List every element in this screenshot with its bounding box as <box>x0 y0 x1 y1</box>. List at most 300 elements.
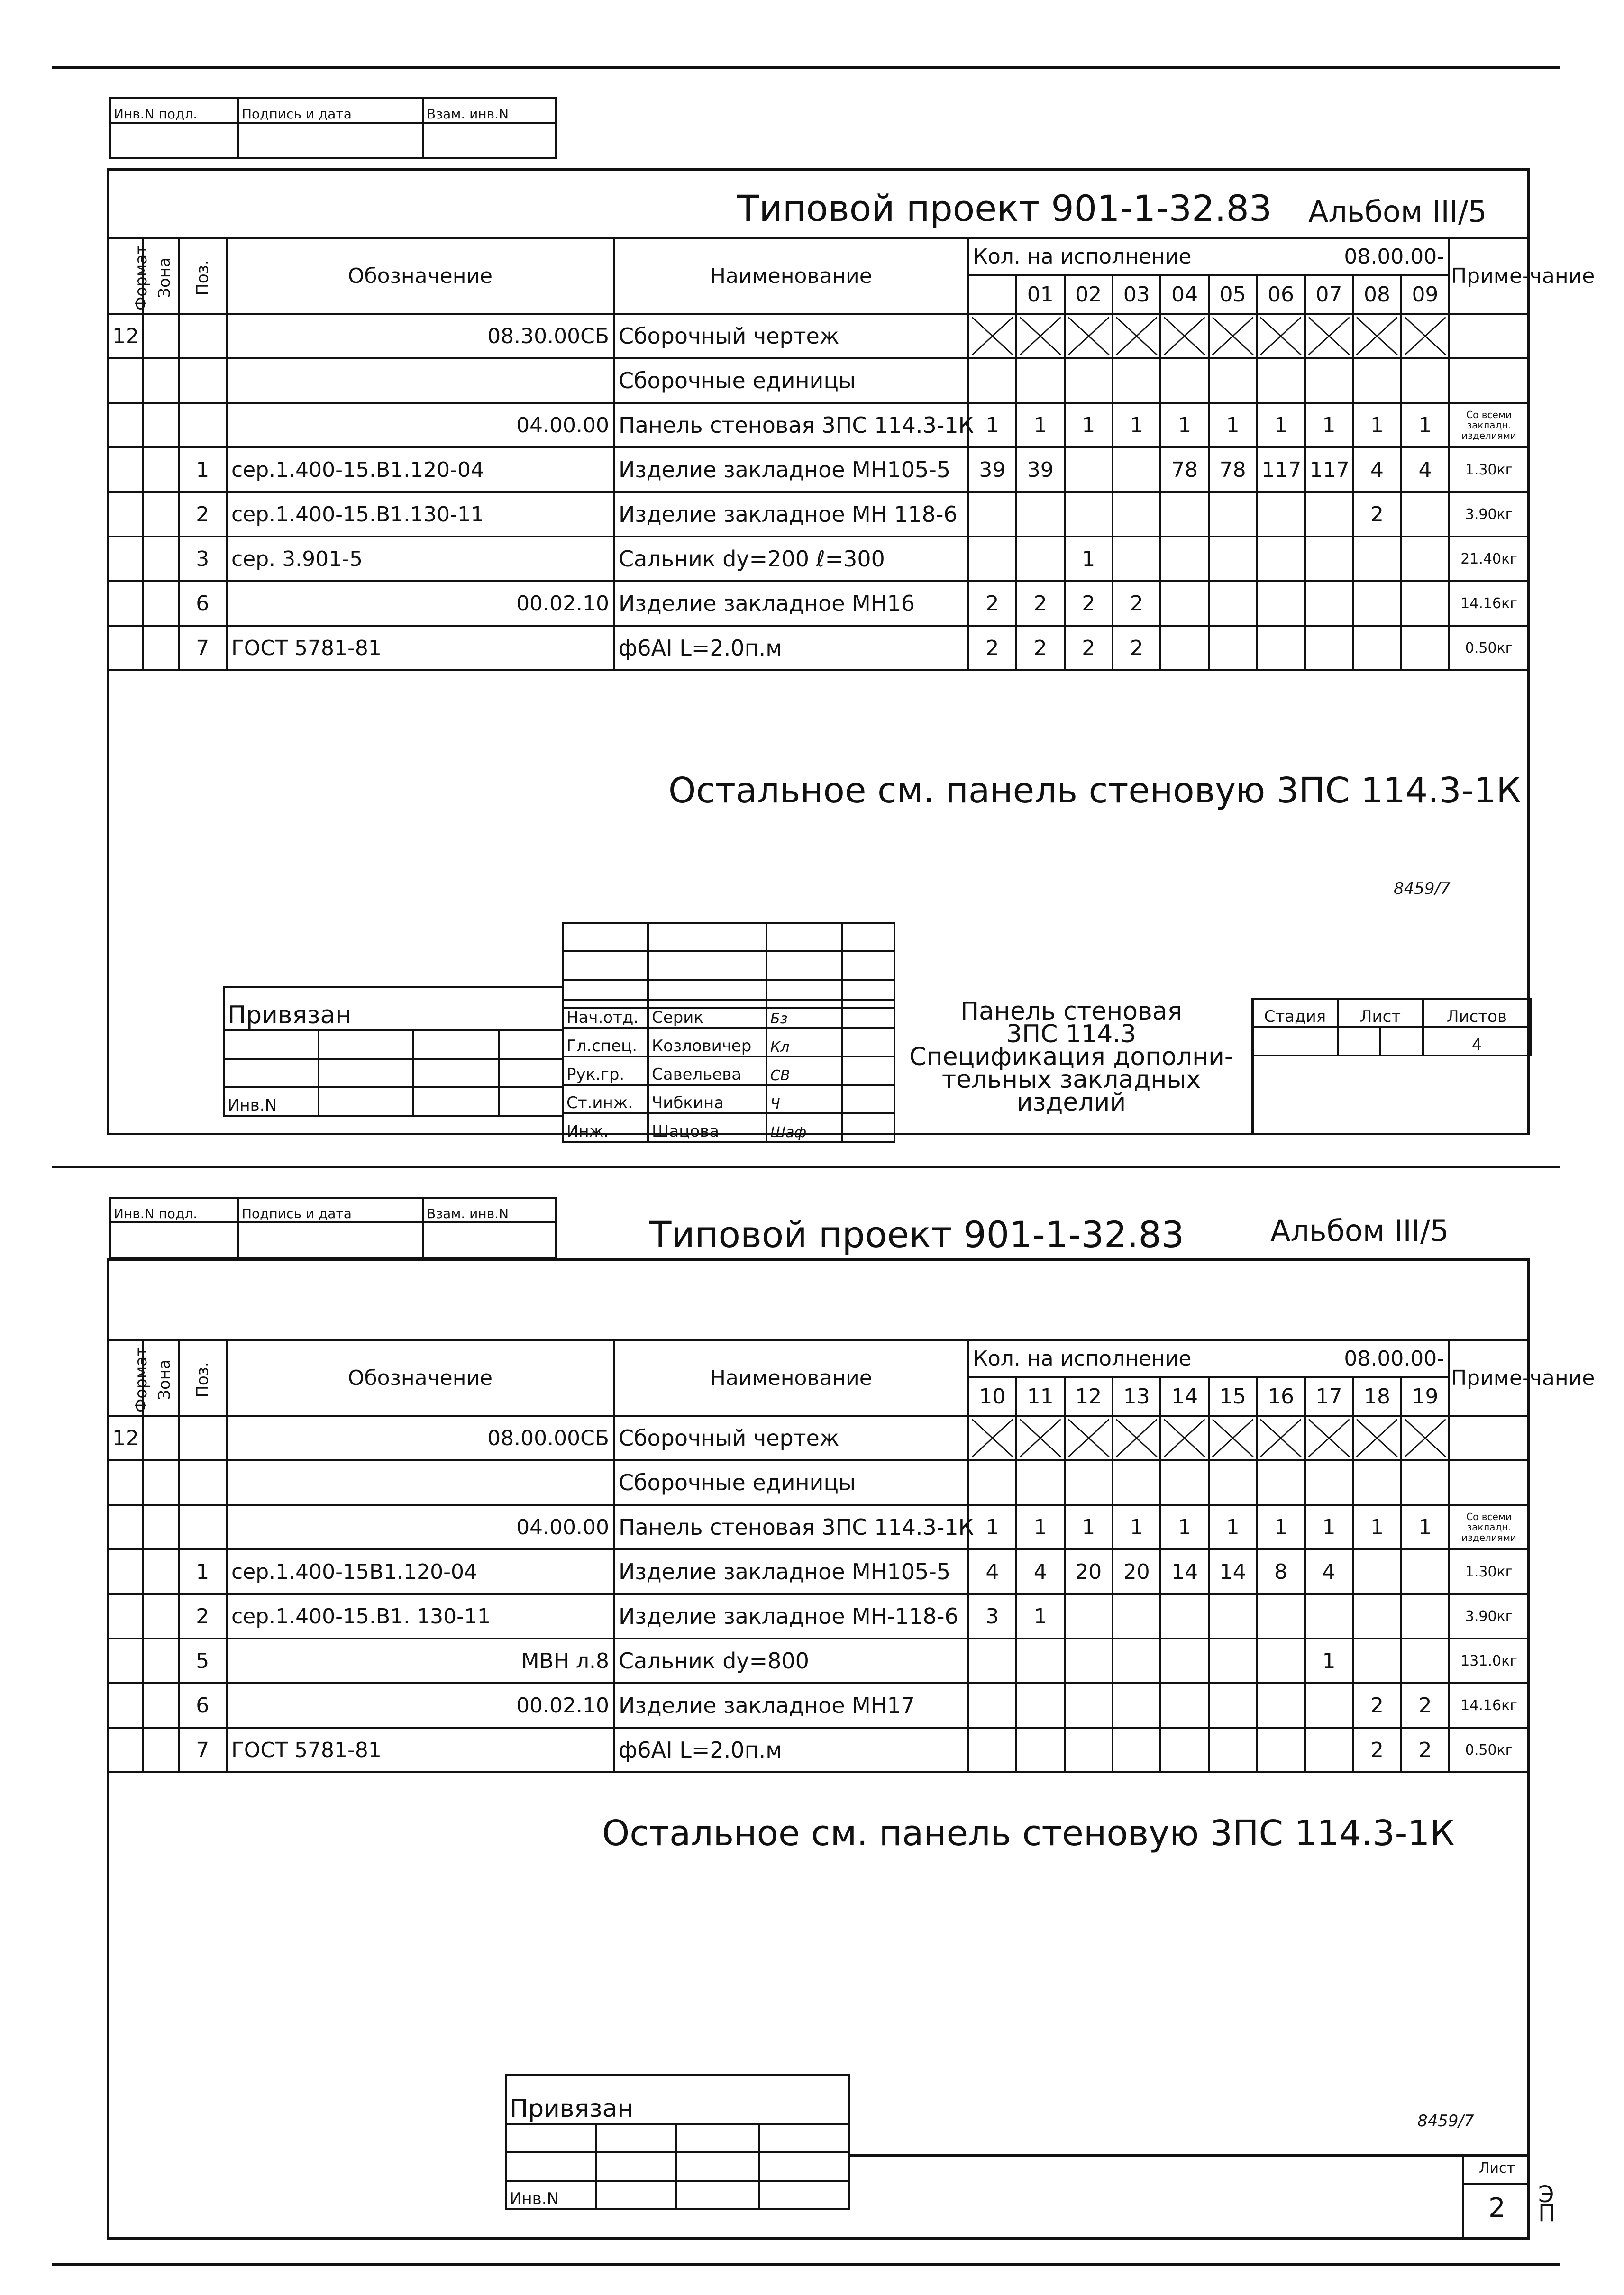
qty-cell <box>1113 1728 1160 1772</box>
qty-cell: 1 <box>1065 1505 1113 1549</box>
qty-cell: 1 <box>1401 1505 1449 1549</box>
qty-cell <box>1065 447 1113 492</box>
spec-row <box>108 1683 1529 1728</box>
qty-cell <box>1209 1594 1257 1639</box>
name-cell: ф6АI L=2.0п.м <box>614 626 968 670</box>
qty-cell <box>1016 358 1064 403</box>
zone-cell <box>143 1639 179 1683</box>
qty-cell <box>1305 1460 1353 1505</box>
qty-cell: 1 <box>1160 1505 1208 1549</box>
variant-header: 06 <box>1257 275 1305 314</box>
qty-cell <box>968 1728 1016 1772</box>
format-cell <box>108 447 143 492</box>
date-cell <box>842 1113 894 1142</box>
sheet2-approval-stamp <box>109 1197 557 1258</box>
qty-cell <box>1401 492 1449 537</box>
cross-mark-cell <box>1257 314 1305 358</box>
cross-mark-cell <box>1353 314 1401 358</box>
qty-cell <box>1160 1460 1208 1505</box>
zone-cell <box>143 1460 179 1505</box>
variant-header: 12 <box>1065 1377 1113 1416</box>
qty-cell <box>1160 1683 1208 1728</box>
format-cell <box>108 1728 143 1772</box>
zone-cell <box>143 1416 179 1460</box>
qty-cell: 1 <box>968 403 1016 447</box>
format-cell <box>108 1683 143 1728</box>
sheet1-document-title: Панель стеновая 3ПС 114.3 Спецификация дополни- тельных закладных изделий <box>909 997 1233 1117</box>
designation-cell <box>227 358 614 403</box>
qty-cell <box>1016 1728 1064 1772</box>
pos-cell: 3 <box>179 537 227 581</box>
qty-cell <box>1257 1594 1305 1639</box>
variant-header: 16 <box>1257 1377 1305 1416</box>
name-cell: Изделие закладное МН 118-6 <box>614 492 968 537</box>
signer-name-cell: Шацова <box>648 1113 766 1142</box>
list-label: Лист <box>1338 999 1423 1027</box>
note-cell: 14.16кг <box>1449 581 1529 626</box>
note-cell: 0.50кг <box>1449 1728 1529 1772</box>
zone-cell <box>143 1683 179 1728</box>
note-cell: 0.50кг <box>1449 626 1529 670</box>
qty-cell <box>1065 1683 1113 1728</box>
qty-cell <box>1160 537 1208 581</box>
role-cell: Гл.спец. <box>563 1028 648 1056</box>
qty-cell: 8 <box>1257 1549 1305 1594</box>
role-cell: Рук.гр. <box>563 1056 648 1085</box>
qty-cell <box>1209 581 1257 626</box>
variant-header: 03 <box>1113 275 1160 314</box>
cross-mark-cell <box>1209 1416 1257 1460</box>
variant-header: 19 <box>1401 1377 1449 1416</box>
qty-cell <box>1401 358 1449 403</box>
qty-cell <box>1160 581 1208 626</box>
format-cell <box>108 1594 143 1639</box>
signer-name-cell: Савельева <box>648 1056 766 1085</box>
qty-cell: 1 <box>1016 1594 1064 1639</box>
qty-cell <box>1401 581 1449 626</box>
list-value: 2 <box>1488 2193 1505 2223</box>
qty-cell <box>1257 1460 1305 1505</box>
qty-cell <box>1160 492 1208 537</box>
signature-row <box>563 1085 894 1113</box>
note-cell <box>1449 1416 1529 1460</box>
qty-cell <box>1257 626 1305 670</box>
role-cell: Нач.отд. <box>563 1000 648 1028</box>
variant-header: 18 <box>1353 1377 1401 1416</box>
zone-cell <box>143 358 179 403</box>
qty-cell <box>1305 626 1353 670</box>
note-cell <box>1449 1460 1529 1505</box>
qty-cell: 1 <box>1305 1505 1353 1549</box>
signature-cell: Ч <box>766 1085 842 1113</box>
bottom-trim-line <box>52 2263 1560 2266</box>
cross-mark-cell <box>1353 1416 1401 1460</box>
zone-cell <box>143 314 179 358</box>
qty-cell: 1 <box>1209 1505 1257 1549</box>
qty-cell <box>1065 1460 1113 1505</box>
qty-cell: 3 <box>968 1594 1016 1639</box>
name-cell: Сборочные единицы <box>614 1460 968 1505</box>
variant-header: 07 <box>1305 275 1353 314</box>
date-cell <box>842 1056 894 1085</box>
qty-cell <box>1113 1683 1160 1728</box>
qty-cell <box>1353 1594 1401 1639</box>
pos-cell <box>179 314 227 358</box>
inv-podl-label: Инв.N подл. <box>110 1198 238 1222</box>
name-cell: Изделие закладное МН16 <box>614 581 968 626</box>
qty-cell <box>1305 581 1353 626</box>
inv-podl-label: Инв.N подл. <box>110 98 238 123</box>
sheet2-list-box <box>1462 2154 1530 2240</box>
note-cell: 1.30кг <box>1449 447 1529 492</box>
pos-cell: 6 <box>179 581 227 626</box>
qty-cell: 1 <box>1353 1505 1401 1549</box>
format-cell <box>108 581 143 626</box>
sheet-divider-line <box>52 1166 1560 1168</box>
format-cell <box>108 1549 143 1594</box>
variant-header: 04 <box>1160 275 1208 314</box>
variant-header: 08 <box>1353 275 1401 314</box>
cross-mark-cell <box>1401 1416 1449 1460</box>
zone-cell <box>143 1549 179 1594</box>
qty-cell: 2 <box>1113 581 1160 626</box>
name-cell: ф6АI L=2.0п.м <box>614 1728 968 1772</box>
qty-cell: 1 <box>968 1505 1016 1549</box>
qty-cell: 2 <box>1065 581 1113 626</box>
format-cell <box>108 1505 143 1549</box>
qty-cell <box>1113 1594 1160 1639</box>
qty-cell <box>1160 1639 1208 1683</box>
qty-cell: 2 <box>1353 1728 1401 1772</box>
privyazan-label: Привязан <box>506 2075 849 2124</box>
designation-cell: МВН л.8 <box>227 1639 614 1683</box>
qty-cell: 1 <box>1257 403 1305 447</box>
note-header: Приме-чание <box>1449 1340 1529 1416</box>
qty-cell: 1 <box>1305 1639 1353 1683</box>
qty-cell: 1 <box>1257 1505 1305 1549</box>
qty-cell: 4 <box>968 1549 1016 1594</box>
note-cell: 3.90кг <box>1449 492 1529 537</box>
qty-cell <box>968 1639 1016 1683</box>
format-cell <box>108 492 143 537</box>
qty-cell: 117 <box>1257 447 1305 492</box>
qty-cell <box>1209 1728 1257 1772</box>
inv-n-label: Инв.N <box>224 1087 319 1116</box>
kol-header: Кол. на исполнение 08.00.00- <box>968 1340 1450 1377</box>
cross-mark-cell <box>1016 1416 1064 1460</box>
qty-cell <box>1353 358 1401 403</box>
sheet2-project-title: Типовой проект 901-1-32.83 <box>649 1213 1185 1256</box>
qty-cell: 78 <box>1160 447 1208 492</box>
privyazan-label: Привязан <box>224 987 563 1030</box>
note-header: Приме-чание <box>1449 238 1529 314</box>
qty-cell: 2 <box>1401 1683 1449 1728</box>
pos-header: Поз. <box>179 1340 227 1416</box>
variant-header: 14 <box>1160 1377 1208 1416</box>
designation-cell: 04.00.00 <box>227 403 614 447</box>
sheet1-album-label: Альбом III/5 <box>1308 194 1487 229</box>
qty-cell: 1 <box>1209 403 1257 447</box>
qty-cell <box>1305 1683 1353 1728</box>
format-cell: 12 <box>108 1416 143 1460</box>
qty-cell <box>1257 1639 1305 1683</box>
zone-cell <box>143 1594 179 1639</box>
sheet2-edge-mark: Э П <box>1538 2181 1556 2227</box>
format-header: Формат <box>108 1340 143 1416</box>
variant-header: 15 <box>1209 1377 1257 1416</box>
format-cell <box>108 626 143 670</box>
variant-header: 05 <box>1209 275 1257 314</box>
qty-cell <box>1016 1639 1064 1683</box>
sheet1-privyazan-block <box>223 986 564 1117</box>
qty-cell <box>968 1683 1016 1728</box>
spec-row <box>108 1594 1529 1639</box>
qty-cell <box>1401 1594 1449 1639</box>
signature-row <box>563 1056 894 1085</box>
note-cell: 1.30кг <box>1449 1549 1529 1594</box>
sheet1-spec-table <box>107 237 1595 671</box>
qty-cell: 14 <box>1209 1549 1257 1594</box>
sheet2-album-label: Альбом III/5 <box>1270 1213 1449 1248</box>
pos-cell <box>179 403 227 447</box>
pos-cell: 5 <box>179 1639 227 1683</box>
qty-cell: 2 <box>1353 492 1401 537</box>
name-cell: Сборочный чертеж <box>614 1416 968 1460</box>
pos-cell: 1 <box>179 1549 227 1594</box>
qty-cell <box>1401 1639 1449 1683</box>
qty-cell <box>1209 1683 1257 1728</box>
name-cell: Изделие закладное МН17 <box>614 1683 968 1728</box>
signer-name-cell: Козловичер <box>648 1028 766 1056</box>
qty-cell <box>1353 1460 1401 1505</box>
spec-row <box>108 1549 1529 1594</box>
spec-row <box>108 1416 1529 1460</box>
designation-cell: сер.1.400-15.В1.130-11 <box>227 492 614 537</box>
qty-cell: 1 <box>1065 403 1113 447</box>
zone-cell <box>143 581 179 626</box>
signer-name-cell: Чибкина <box>648 1085 766 1113</box>
qty-cell: 1 <box>1016 403 1064 447</box>
designation-cell: 00.02.10 <box>227 1683 614 1728</box>
cross-mark-cell <box>1016 314 1064 358</box>
zone-cell <box>143 403 179 447</box>
vzam-inv-label: Взам. инв.N <box>423 1198 556 1222</box>
qty-cell: 78 <box>1209 447 1257 492</box>
designation-cell: 00.02.10 <box>227 581 614 626</box>
podpis-data-label: Подпись и дата <box>238 1198 423 1222</box>
cross-mark-cell <box>1401 314 1449 358</box>
cross-mark-cell <box>1257 1416 1305 1460</box>
variant-header <box>968 275 1016 314</box>
qty-cell <box>1401 1460 1449 1505</box>
name-cell: Изделие закладное МН-118-6 <box>614 1594 968 1639</box>
sheet1-signature-grid <box>562 922 895 1009</box>
qty-cell <box>1113 537 1160 581</box>
pos-cell <box>179 358 227 403</box>
spec-row <box>108 1639 1529 1683</box>
qty-cell <box>1113 447 1160 492</box>
qty-cell <box>1353 626 1401 670</box>
qty-cell <box>1113 492 1160 537</box>
date-cell <box>842 1085 894 1113</box>
format-cell <box>108 1639 143 1683</box>
listov-value: 4 <box>1423 1027 1531 1056</box>
qty-cell <box>1401 1549 1449 1594</box>
qty-cell <box>1257 1728 1305 1772</box>
signature-cell: Бз <box>766 1000 842 1028</box>
signature-row <box>563 1113 894 1142</box>
zone-cell <box>143 492 179 537</box>
qty-cell: 14 <box>1160 1549 1208 1594</box>
name-cell: Изделие закладное МН105-5 <box>614 447 968 492</box>
variant-header: 02 <box>1065 275 1113 314</box>
spec-row <box>108 1728 1529 1772</box>
qty-cell <box>1065 1639 1113 1683</box>
qty-cell <box>1209 1460 1257 1505</box>
qty-cell: 1 <box>1401 403 1449 447</box>
qty-cell <box>968 358 1016 403</box>
pos-cell <box>179 1505 227 1549</box>
qty-cell <box>1209 626 1257 670</box>
list-label: Лист <box>1464 2154 1530 2185</box>
sheet1-project-title: Типовой проект 901-1-32.83 <box>737 187 1272 229</box>
qty-cell <box>1016 492 1064 537</box>
cross-mark-cell <box>1065 1416 1113 1460</box>
designation-cell: сер. 3.901-5 <box>227 537 614 581</box>
name-cell: Сальник dу=800 <box>614 1639 968 1683</box>
qty-cell: 20 <box>1113 1549 1160 1594</box>
qty-cell <box>1305 1728 1353 1772</box>
spec-row <box>108 447 1529 492</box>
qty-cell: 117 <box>1305 447 1353 492</box>
qty-cell <box>1065 1728 1113 1772</box>
qty-cell: 2 <box>1016 626 1064 670</box>
tb-line <box>848 2154 1530 2157</box>
cross-mark-cell <box>1305 314 1353 358</box>
sheet2-drawing-code: 8459/7 <box>1417 2112 1474 2131</box>
sheet1-approval-stamp <box>109 97 557 159</box>
qty-cell <box>1113 358 1160 403</box>
spec-row <box>108 1505 1529 1549</box>
pos-cell: 7 <box>179 626 227 670</box>
note-cell: Со всеми закладн. изделиями <box>1449 403 1529 447</box>
cross-mark-cell <box>1113 314 1160 358</box>
qty-cell: 1 <box>1065 537 1113 581</box>
variant-header: 17 <box>1305 1377 1353 1416</box>
spec-row <box>108 492 1529 537</box>
sheet1-stadia-block <box>1251 998 1532 1056</box>
qty-cell <box>1160 358 1208 403</box>
designation-cell: сер.1.400-15.В1.120-04 <box>227 447 614 492</box>
sheet1-drawing-code: 8459/7 <box>1394 879 1451 898</box>
qty-cell: 1 <box>1113 1505 1160 1549</box>
qty-cell <box>1257 1683 1305 1728</box>
cross-mark-cell <box>1160 314 1208 358</box>
qty-cell <box>1113 1639 1160 1683</box>
stadia-label: Стадия <box>1252 999 1338 1027</box>
qty-cell <box>1160 1594 1208 1639</box>
signature-cell: СВ <box>766 1056 842 1085</box>
qty-cell: 4 <box>1401 447 1449 492</box>
qty-cell <box>1209 358 1257 403</box>
qty-cell <box>1353 1549 1401 1594</box>
designation-cell: сер.1.400-15.В1. 130-11 <box>227 1594 614 1639</box>
qty-cell: 1 <box>1353 403 1401 447</box>
qty-cell <box>1401 626 1449 670</box>
spec-row <box>108 403 1529 447</box>
qty-cell: 4 <box>1016 1549 1064 1594</box>
qty-cell <box>1065 358 1113 403</box>
qty-cell: 39 <box>1016 447 1064 492</box>
qty-cell: 1 <box>1160 403 1208 447</box>
zone-cell <box>143 447 179 492</box>
qty-cell <box>968 492 1016 537</box>
spec-row <box>108 358 1529 403</box>
qty-cell: 2 <box>1016 581 1064 626</box>
sheet1-roles-table <box>562 999 895 1143</box>
name-header: Наименование <box>614 1340 968 1416</box>
note-cell: 14.16кг <box>1449 1683 1529 1728</box>
designation-header: Обозначение <box>227 1340 614 1416</box>
pos-cell: 2 <box>179 492 227 537</box>
qty-cell <box>968 1460 1016 1505</box>
name-cell: Сборочный чертеж <box>614 314 968 358</box>
spec-row <box>108 626 1529 670</box>
top-trim-line <box>52 66 1560 69</box>
qty-cell <box>1257 492 1305 537</box>
note-cell: 3.90кг <box>1449 1594 1529 1639</box>
qty-cell <box>1113 1460 1160 1505</box>
name-cell: Сборочные единицы <box>614 358 968 403</box>
qty-cell: 2 <box>1065 626 1113 670</box>
qty-cell <box>1305 1594 1353 1639</box>
name-header: Наименование <box>614 238 968 314</box>
cross-mark-cell <box>1113 1416 1160 1460</box>
qty-cell: 4 <box>1305 1549 1353 1594</box>
qty-cell <box>1016 537 1064 581</box>
vzam-inv-label: Взам. инв.N <box>423 98 556 123</box>
note-cell: Со всеми закладн. изделиями <box>1449 1505 1529 1549</box>
variant-header: 09 <box>1401 275 1449 314</box>
qty-cell: 20 <box>1065 1549 1113 1594</box>
signer-name-cell: Серик <box>648 1000 766 1028</box>
qty-cell <box>1160 626 1208 670</box>
qty-cell <box>1209 1639 1257 1683</box>
cross-mark-cell <box>968 314 1016 358</box>
zone-header: Зона <box>143 1340 179 1416</box>
qty-cell <box>1160 1728 1208 1772</box>
qty-cell: 2 <box>968 581 1016 626</box>
format-cell: 12 <box>108 314 143 358</box>
note-cell <box>1449 358 1529 403</box>
qty-cell: 1 <box>1305 403 1353 447</box>
designation-cell: 04.00.00 <box>227 1505 614 1549</box>
format-cell <box>108 403 143 447</box>
designation-cell: сер.1.400-15В1.120-04 <box>227 1549 614 1594</box>
zone-cell <box>143 626 179 670</box>
cross-mark-cell <box>1209 314 1257 358</box>
designation-cell <box>227 1460 614 1505</box>
qty-cell <box>968 537 1016 581</box>
zone-header: Зона <box>143 238 179 314</box>
qty-cell: 4 <box>1353 447 1401 492</box>
pos-cell: 6 <box>179 1683 227 1728</box>
name-cell: Изделие закладное МН105-5 <box>614 1549 968 1594</box>
format-header: Формат <box>108 238 143 314</box>
spec-row <box>108 314 1529 358</box>
pos-cell: 2 <box>179 1594 227 1639</box>
spec-row <box>108 1460 1529 1505</box>
